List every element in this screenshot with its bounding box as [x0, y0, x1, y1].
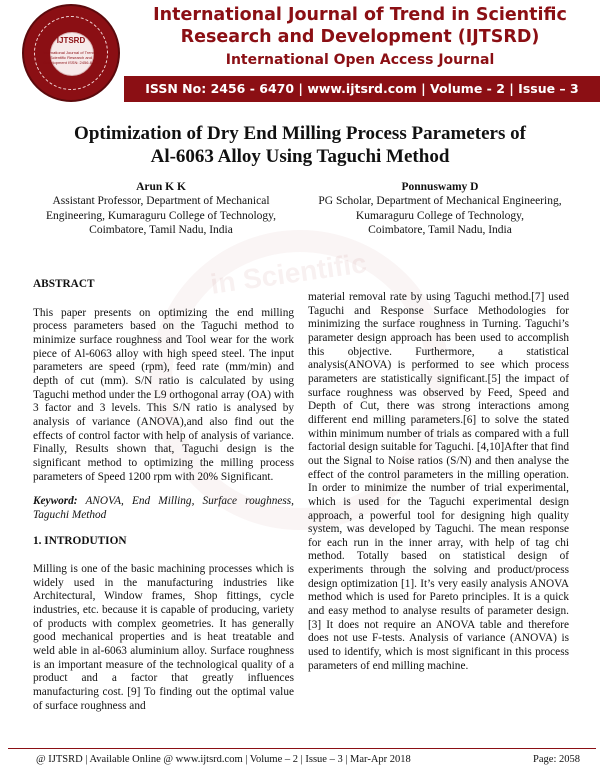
journal-title-line2: Research and Development (IJTSRD) [180, 27, 540, 47]
intro-heading: 1. INTRODUTION [33, 534, 127, 547]
watermark-text: in Scientific [208, 247, 369, 300]
page-footer [8, 748, 596, 769]
abstract-body: This paper presents on optimizing the end milling process parameters based on the Taguchi method to minimize surface roughness and Tool wear for the work piece of Al-6063 alloy with high speed steel. The input parameters are speed (rpm), feed rate (mm/min) and depth of cut (mm). S/N ratio is calculated by using Taguchi method under the L9 orthogonal array (OA) with 3 factor and 3 levels. This S/N ratio is analysed by analysis of variance (ANOVA),and also find out the effects of control factor with help of analysis of variance. Finally, Results shown that, Taguchi design is the significant method to optimizing the milling process parameters of Speed 1200 rpm with 20% Significant. [33, 306, 294, 483]
journal-logo [22, 4, 120, 102]
author-name: Arun K K [136, 181, 186, 193]
author-affiliation-line: Coimbatore, Tamil Nadu, India [368, 223, 512, 236]
paper-title-line2: Al-6063 Alloy Using Taguchi Method [150, 146, 450, 167]
author-affiliation-line: Kumaraguru College of Technology, [355, 209, 525, 222]
keywords-list: ANOVA, End Milling, Surface roughness, Taguchi Method [33, 495, 294, 521]
author-name: Ponnuswamy D [401, 181, 479, 193]
paper-title [40, 122, 560, 168]
author-affiliation-line: Assistant Professor, Department of Mechanical [52, 195, 270, 208]
author-affiliation-line: Engineering, Kumaraguru College of Technology, [45, 209, 277, 222]
intro-body-right: material removal rate by using Taguchi method.[7] used Taguchi and Response Surface Methodologies for minimizing the surface roughness in Turning. Taguchi’s parameter design approach has been used to accomplish this objective. Furthermore, a statistical analysis(ANOVA) is performed to see which process parameters are statistically significant.[5] the impact of surface roughness was observed by Feed, Speed and Depth of Cut, there was strong interactions among different end milling parameters.[6] to solve the stated within minimum number of trials as compared with a full factorial design suitable for Taguchi. [4,10]After that find out the Signal to Noise ratios (S/N) and then analyse the effect of the control parameters in the milling operation. In order to minimize the number of trial experimental, which is used for the Taguchi experimental design approach, a powerful tool for designing high quality system, was developed by Taguchi. The mean response for each run in the inner array, with help of tag chi method. Totally based on statistical design of experiments through the solving and product/process design optimization [1]. It’s very easily analysis ANOVA method which is used for Pareto principles. It is a quick and easy method to analyse results of parameter design. [3] It does not require an ANOVA table and therefore does not use F-tests. Analysis of variance (ANOVA) is used to identify, which is most significant in this process parameters of end milling machine. [308, 291, 569, 672]
keywords [33, 495, 294, 522]
journal-title [120, 4, 600, 48]
page-number: Page: 2058 [533, 754, 580, 765]
logo-subtext: International Journal of Trend in Scientific Research and Development ISSN: 2456-6470 [42, 50, 100, 65]
journal-title-line1: International Journal of Trend in Scientific [153, 5, 567, 25]
footer-citation: @ IJTSRD | Available Online @ www.ijtsrd.com | Volume – 2 | Issue – 3 | Mar-Apr 2018 [36, 754, 411, 765]
author-2 [305, 180, 575, 237]
left-column [33, 278, 294, 724]
author-affiliation-line: PG Scholar, Department of Mechanical Engineering, [318, 195, 562, 208]
intro-body-left: Milling is one of the basic machining processes which is widely used in the manufacturing industries like Architectural, Window frames, Shop fittings, cycle industries, etc. because it is capable of producing, variety of products with complex geometries. It has generally good mechanical properties and is heat treatable and weld able in al-6063 aluminium alloy. Surface roughness is an important measure of the technological quality of a product and a factor that greatly influences manufacturing cost. [9] To finding out the optimal value of surface roughness and [33, 563, 294, 712]
journal-header [0, 0, 600, 106]
logo-text: IJTSRD [56, 36, 86, 45]
issn-band: ISSN No: 2456 - 6470 | www.ijtsrd.com | Volume - 2 | Issue – 3 [124, 76, 600, 102]
author-1 [26, 180, 296, 237]
keywords-label: Keyword: [33, 495, 78, 508]
abstract-heading: ABSTRACT [33, 278, 95, 290]
paper-title-line1: Optimization of Dry End Milling Process Parameters of [74, 123, 526, 144]
right-column [308, 291, 569, 684]
author-affiliation-line: Coimbatore, Tamil Nadu, India [89, 223, 233, 236]
journal-subtitle: International Open Access Journal [225, 52, 495, 68]
